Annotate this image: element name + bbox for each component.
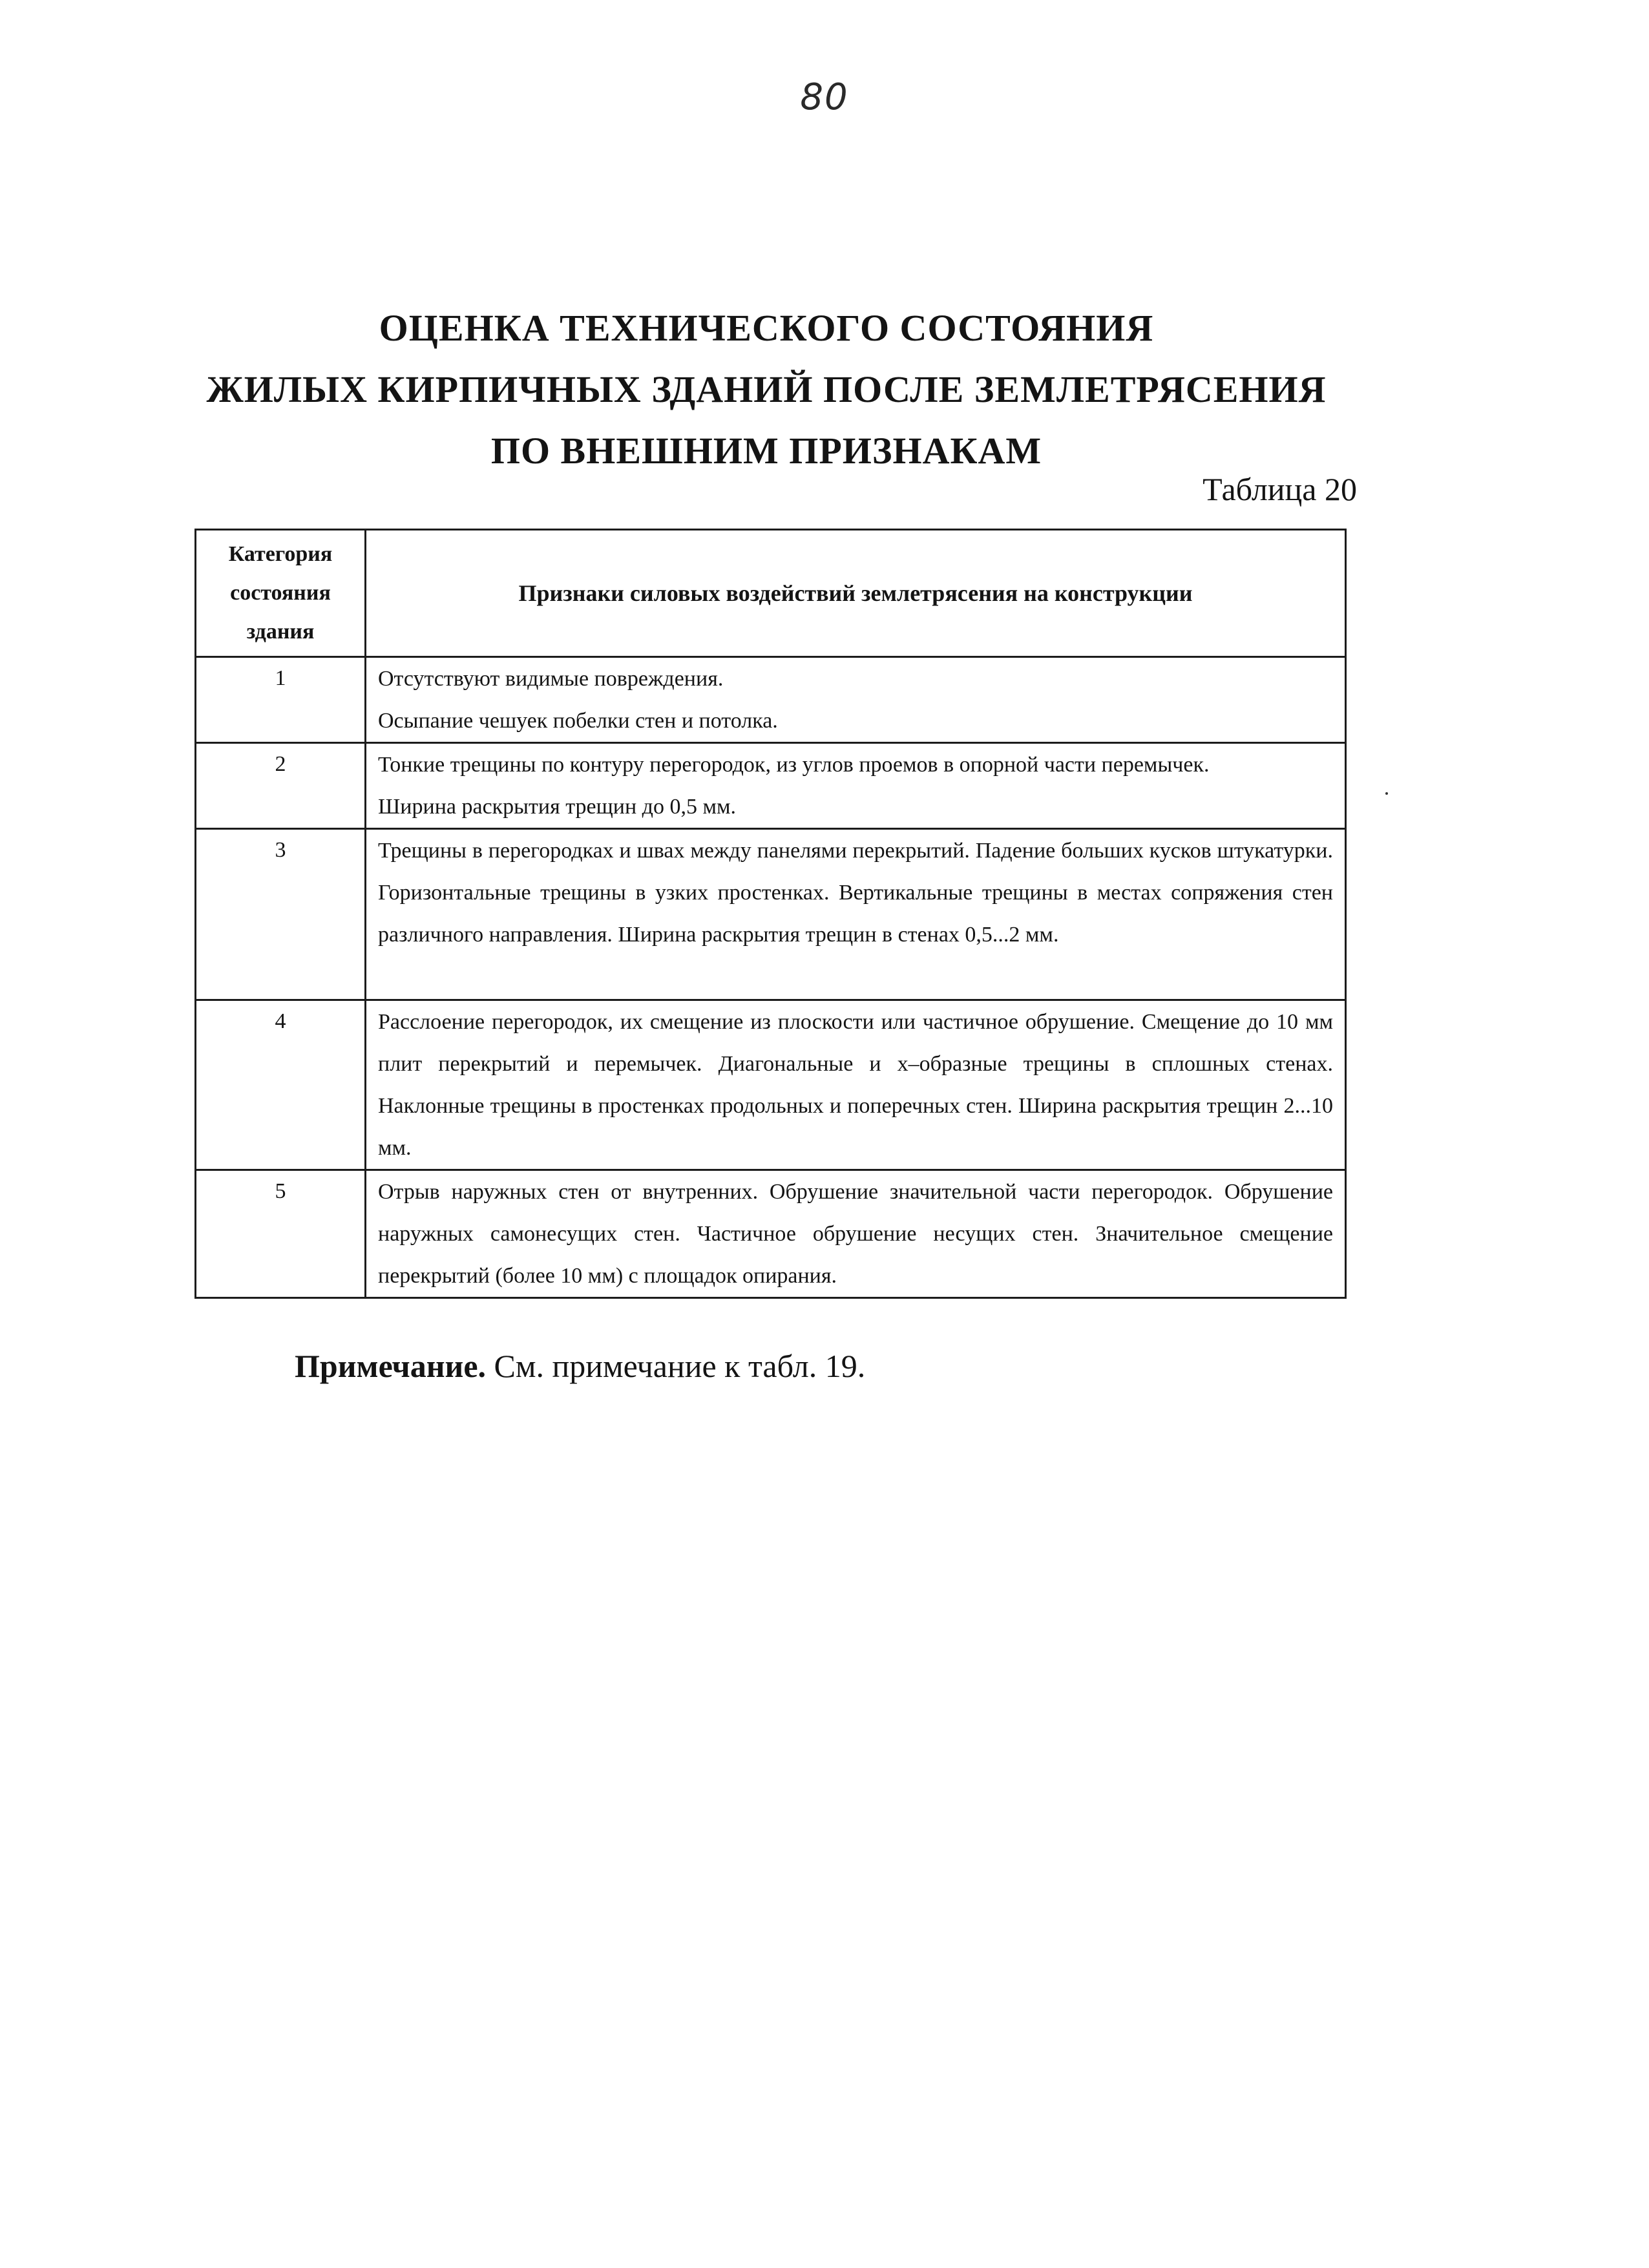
description-cell: Отрыв наружных стен от внутренних. Обрушение значительной части перегородок. Обрушение наружных самонесущих стен. Частичное обрушение несущих стен. Значительное смещение перекрытий (более 10 мм) с площадок опирания. bbox=[366, 1170, 1346, 1298]
scan-speck bbox=[1385, 792, 1388, 795]
table-row bbox=[196, 1170, 1346, 1298]
note-text: См. примечание к табл. 19. bbox=[486, 1348, 866, 1384]
description-line: Тонкие трещины по контуру перегородок, из углов проемов в опорной части перемычек. bbox=[378, 753, 1210, 777]
description-line: Отсутствуют видимые повреждения. bbox=[378, 667, 724, 691]
document-title bbox=[194, 297, 1339, 481]
description-cell: Расслоение перегородок, их смещение из плоскости или частичное обрушение. Смещение до 10 мм плит перекрытий и перемычек. Диагональные и х–образные трещины в сплошных стенах. Наклонные трещины в простенках продольных и поперечных стен. Ширина раскрытия трещин 2...10 мм. bbox=[366, 1000, 1346, 1170]
table-row bbox=[196, 829, 1346, 1000]
header-description-cell: Признаки силовых воздействий землетрясения на конструкции bbox=[366, 530, 1346, 657]
damage-assessment-table bbox=[194, 529, 1347, 1299]
header-category-line: здания bbox=[246, 620, 315, 644]
header-category-cell bbox=[196, 530, 366, 657]
table-row bbox=[196, 1000, 1346, 1170]
note-label: Примечание. bbox=[295, 1348, 487, 1384]
category-cell: 3 bbox=[196, 829, 366, 1000]
table-row bbox=[196, 657, 1346, 743]
title-line-1: ОЦЕНКА ТЕХНИЧЕСКОГО СОСТОЯНИЯ bbox=[379, 307, 1154, 349]
title-line-2: ЖИЛЫХ КИРПИЧНЫХ ЗДАНИЙ ПОСЛЕ ЗЕМЛЕТРЯСЕНИЯ bbox=[206, 368, 1327, 410]
description-line: Ширина раскрытия трещин до 0,5 мм. bbox=[378, 795, 736, 819]
header-category-line: Категория bbox=[228, 542, 333, 566]
table-note bbox=[295, 1347, 865, 1385]
title-line-3: ПО ВНЕШНИМ ПРИЗНАКАМ bbox=[490, 430, 1042, 472]
header-category-line: состояния bbox=[230, 581, 331, 605]
category-cell: 5 bbox=[196, 1170, 366, 1298]
description-line: Осыпание чешуек побелки стен и потолка. bbox=[378, 709, 778, 733]
table-row bbox=[196, 743, 1346, 829]
description-cell: Трещины в перегородках и швах между панелями перекрытий. Падение больших кусков штукатурки. Горизонтальные трещины в узких простенках. Вертикальные трещины в местах сопряжения стен различного направления. Ширина раскрытия трещин в стенах 0,5...2 мм. bbox=[366, 829, 1346, 1000]
description-cell bbox=[366, 743, 1346, 829]
description-cell bbox=[366, 657, 1346, 743]
category-cell: 1 bbox=[196, 657, 366, 743]
category-cell: 4 bbox=[196, 1000, 366, 1170]
category-cell: 2 bbox=[196, 743, 366, 829]
page-number: 80 bbox=[800, 76, 849, 118]
table-header-row bbox=[196, 530, 1346, 657]
table-caption: Таблица 20 bbox=[1203, 471, 1357, 507]
